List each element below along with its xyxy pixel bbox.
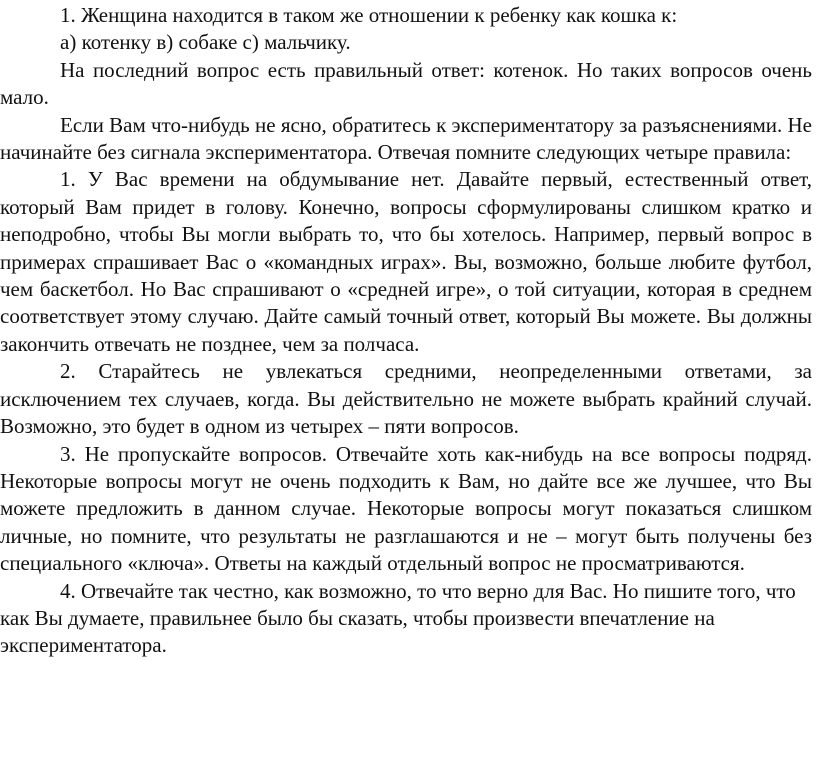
paragraph-rule-4: 4. Отвечайте так честно, как возможно, то что верно для Вас. Но пишите того, что как Вы думаете, правильнее было бы сказать, чтобы произвести впечатление на экспериментатора.	[0, 578, 796, 658]
paragraph-rule-1: 1. У Вас времени на обдумывание нет. Давайте первый, естественный ответ, который Вам придет в голову. Конечно, вопросы сформулированы слишком кратко и неподробно, чтобы Вы могли выбрать то, что бы хотелось. Например, первый вопрос в примерах спрашивает Вас о «командных играх». Вы, возможно, больше любите футбол, чем баскетбол. Но Вас спрашивают о «средней игре», о той ситуации, которая в среднем соответствует этому случаю. Дайте самый точный ответ, который Вы можете. Вы должны закончить отвечать не позднее, чем за полчаса.	[0, 167, 812, 356]
document-page	[0, 2, 812, 660]
paragraph-answer-options: а) котенку в) собаке с) мальчику.	[60, 30, 351, 55]
paragraph-correct-answer: На последний вопрос есть правильный ответ: котенок. Но таких вопросов очень мало.	[0, 57, 812, 110]
paragraph-rule-2: 2. Старайтесь не увлекаться средними, неопределенными ответами, за исключением тех случаев, когда. Вы действительно не можете выбрать крайний случай. Возможно, это будет в одном из четырех – пяти вопросов.	[0, 359, 812, 439]
paragraph-instructions-intro: Если Вам что-нибудь не ясно, обратитесь к экспериментатору за разъяснениями. Не начинайте без сигнала экспериментатора. Отвечая помните следующих четыре правила:	[0, 112, 812, 165]
paragraph-rule-3: 3. Не пропускайте вопросов. Отвечайте хоть как-нибудь на все вопросы подряд. Некоторые вопросы могут не очень подходить к Вам, но дайте все же лучшее, что Вы можете предложить в данном случае. Некоторые вопросы могут показаться слишком личные, но помните, что результаты не разглашаются и не – могут быть получены без специального «ключа». Ответы на каждый отдельный вопрос не просматриваются.	[0, 441, 812, 576]
paragraph-example-question: 1. Женщина находится в таком же отношении к ребенку как кошка к:	[60, 3, 678, 27]
